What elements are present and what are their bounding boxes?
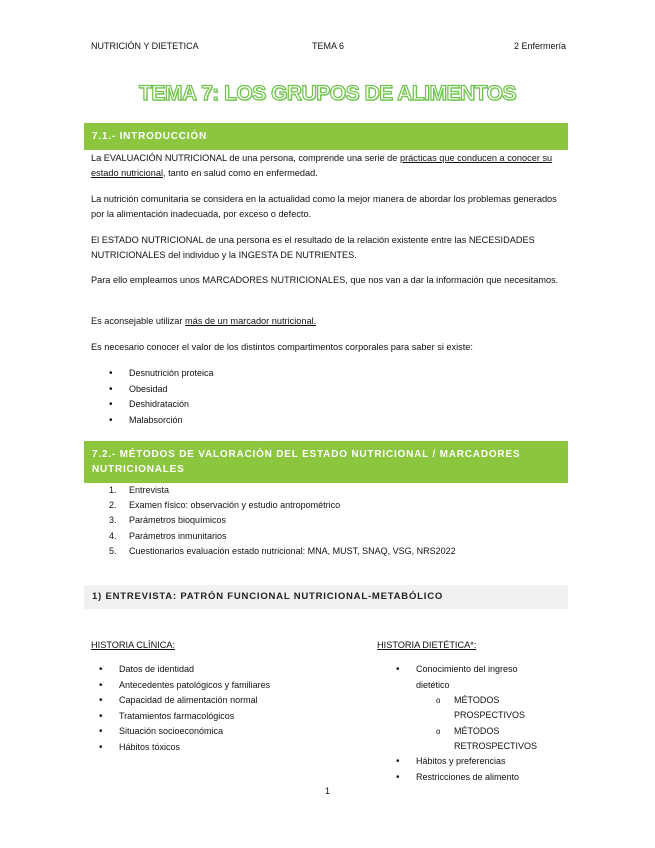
list-historia-clinica	[81, 662, 270, 756]
list-item: 2. Examen físico: observación y estudio antropométrico	[109, 500, 341, 511]
list-metodos	[91, 483, 456, 559]
page-title: TEMA 7: LOS GRUPOS DE ALIMENTOS	[139, 82, 516, 105]
section-heading-entrevista: 1) ENTREVISTA: PATRÓN FUNCIONAL NUTRICIONAL-METABÓLICO	[84, 585, 568, 609]
list-item: • Antecedentes patológicos y familiares	[81, 678, 270, 694]
page-number: 1	[324, 786, 330, 796]
list-item: • Obesidad	[91, 382, 214, 398]
list-item: • Datos de identidad	[81, 662, 270, 678]
historia-dietetica-title: HISTORIA DIETÉTICA*:	[377, 640, 477, 650]
sub-list-item: o MÉTODOS	[378, 724, 568, 739]
paragraph-marcadores: Para ello empleamos unos MARCADORES NUTRICIONALES, que nos van a dar la información que necesitamos.	[91, 275, 559, 285]
paragraph-compartimentos: Es necesario conocer el valor de los distintos compartimentos corporales para saber si existe:	[91, 342, 473, 352]
historia-clinica-title: HISTORIA CLÍNICA:	[91, 640, 176, 650]
sub-list-item: o MÉTODOS	[378, 693, 568, 708]
list-item: • Conocimiento del ingreso	[378, 662, 568, 678]
paragraph-estado-nutricional: El ESTADO NUTRICIONAL de una persona es el resultado de la relación existente entre las NECESIDADES NUTRICIONALES del individuo y la INGESTA DE NUTRIENTES.	[91, 235, 535, 260]
list-item: • Tratamientos farmacológicos	[81, 709, 270, 725]
header-left: NUTRICIÓN Y DIETETICA	[91, 41, 199, 51]
sub-list-item-continuation: PROSPECTIVOS	[454, 710, 526, 721]
list-historia-dietetica	[378, 662, 568, 786]
list-item: • Capacidad de alimentación normal	[81, 693, 270, 709]
paragraph-evaluacion: La EVALUACIÓN NUTRICIONAL de una persona, comprende una serie de prácticas que conducen a conocer su estado nutricional, tanto en salud como en enfermedad.	[91, 153, 553, 178]
header-center: TEMA 6	[312, 41, 345, 51]
list-item: 5. Cuestionarios evaluación estado nutricional: MNA, MUST, SNAQ, VSG, NRS2022	[109, 545, 456, 556]
section-heading-introduccion: 7.1.- INTRODUCCIÓN	[84, 123, 568, 150]
list-item: 1. Entrevista	[109, 485, 170, 495]
section-heading-metodos: 7.2.- MÉTODOS DE VALORACIÓN DEL ESTADO NUTRICIONAL / MARCADORES NUTRICIONALES	[84, 441, 568, 483]
list-item: • Malabsorción	[91, 413, 214, 429]
list-item: • Hábitos y preferencias	[378, 754, 568, 770]
list-item-continuation: dietético	[416, 679, 450, 690]
list-item: • Deshidratación	[91, 397, 214, 413]
header-right: 2 Enfermería	[513, 41, 566, 51]
list-conditions	[91, 366, 214, 428]
list-item: • Situación socioeconómica	[81, 724, 270, 740]
sub-list-item-continuation: RETROSPECTIVOS	[454, 740, 538, 751]
list-item: 4. Parámetros inmunitarios	[109, 530, 227, 541]
list-item: • Desnutrición proteica	[91, 366, 214, 382]
list-item: • Hábitos tóxicos	[81, 740, 270, 756]
paragraph-nutricion-comunitaria: La nutrición comunitaria se considera en la actualidad como la mejor manera de abordar los problemas generados por la alimentación inadecuada, por exceso o defecto.	[91, 194, 557, 219]
list-item: • Restricciones de alimento	[378, 770, 568, 786]
list-item: 3. Parámetros bioquímicos	[109, 515, 227, 526]
paragraph-aconsejable: Es aconsejable utilizar más de un marcador nutricional.	[91, 316, 317, 326]
